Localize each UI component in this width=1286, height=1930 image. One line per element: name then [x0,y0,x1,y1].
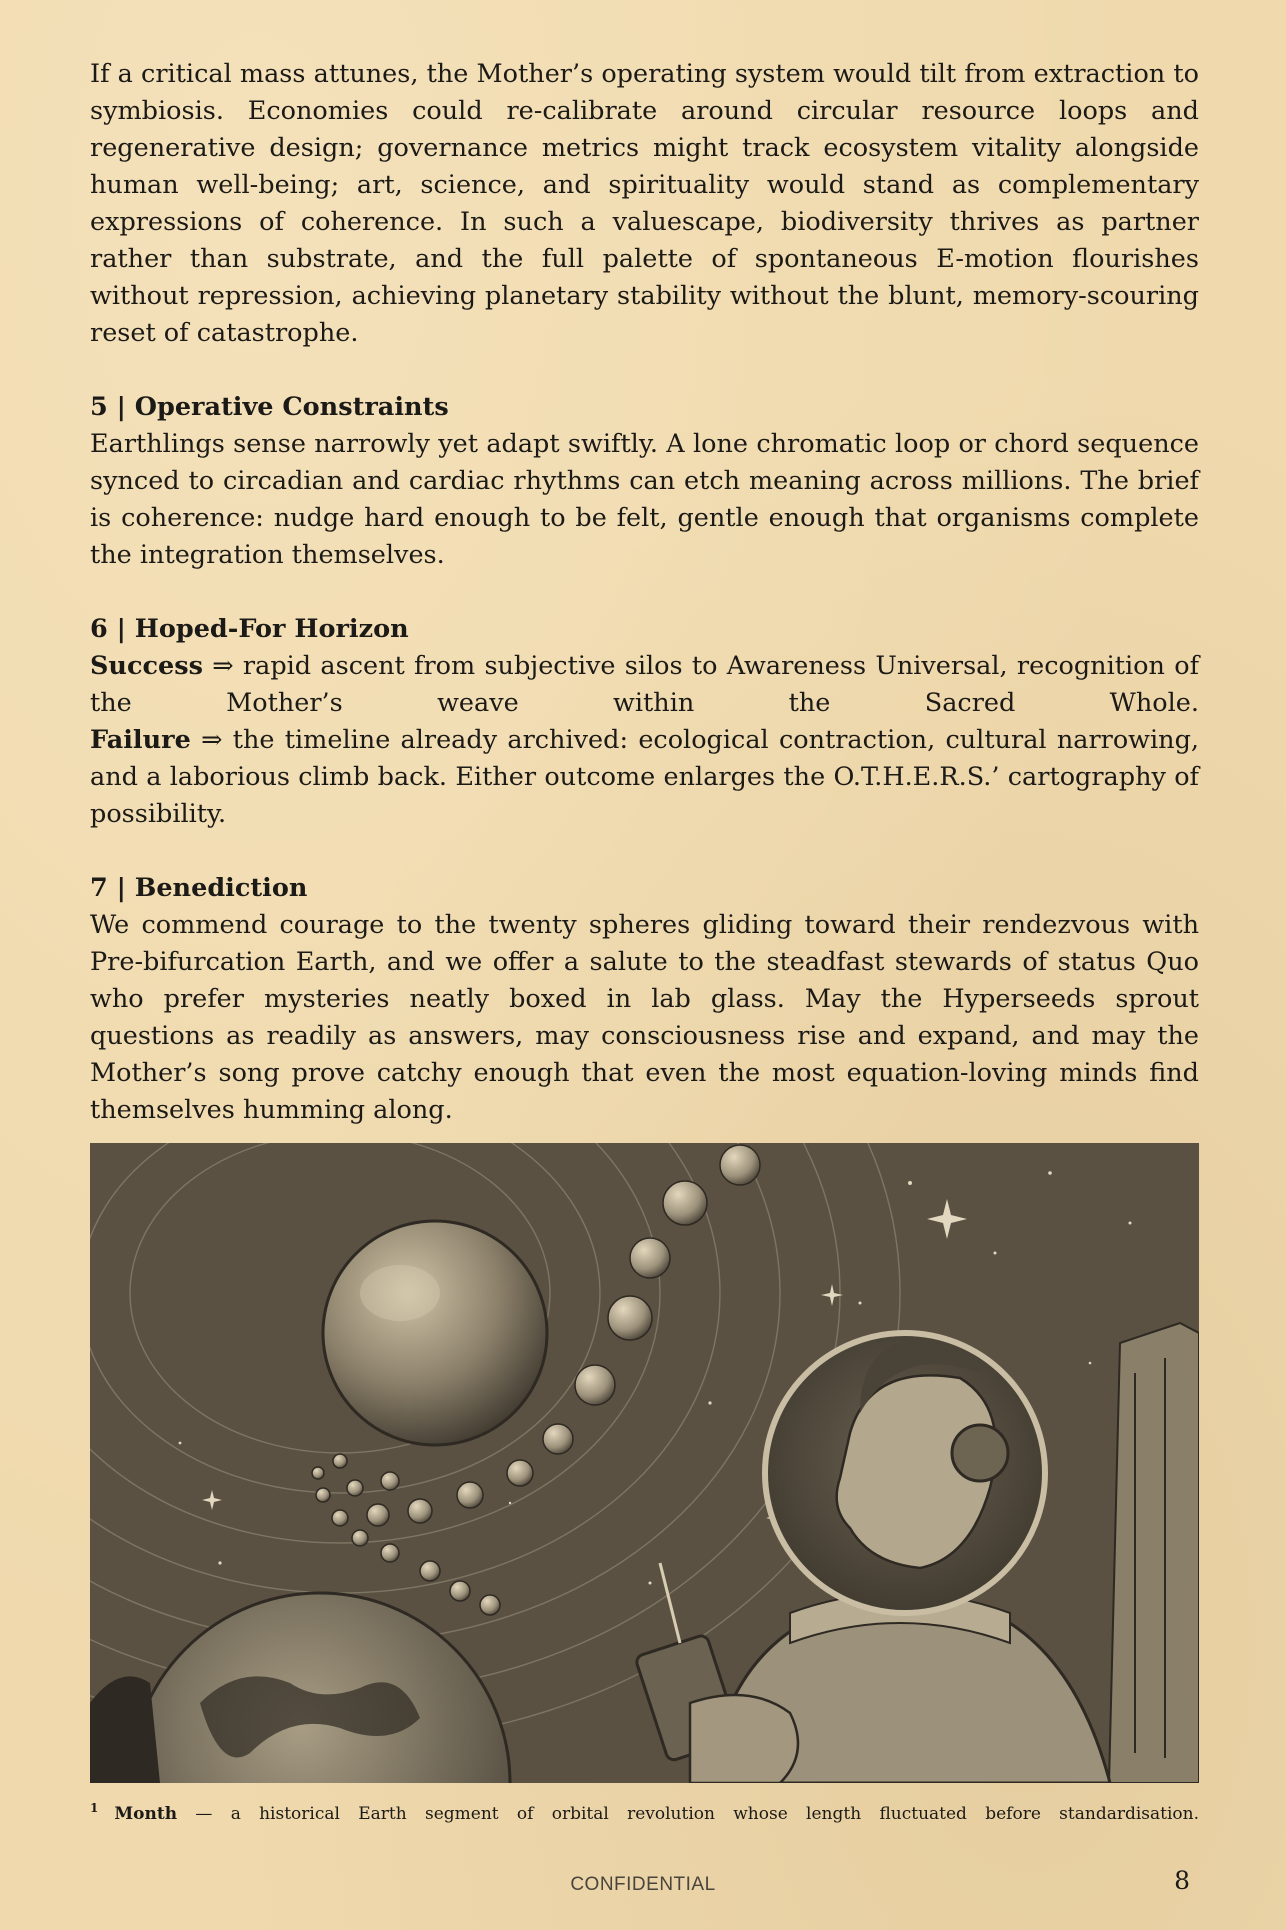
section-6-heading: 6 | Hoped-For Horizon [90,614,409,644]
section-7-heading: 7 | Benediction [90,873,308,903]
footnote [90,1800,1199,1828]
footnote-text: a historical Earth segment of orbital revolution whose length fluctuated before standardisation. [230,1804,1199,1824]
astronaut-illustration [90,1143,1199,1783]
footnote-body [114,1800,1199,1828]
headphone-icon [952,1425,1008,1481]
confidential-label: CONFIDENTIAL [570,1874,716,1895]
large-planet [323,1221,547,1445]
footnote-dash: — [195,1804,213,1824]
success-arrow: ⇒ [212,651,234,681]
planet-highlight [360,1265,440,1321]
page-number: 8 [1174,1866,1190,1895]
section-5-heading: 5 | Operative Constraints [90,392,449,422]
rock-pillar [1109,1323,1199,1783]
footnote-term: Month [114,1804,178,1824]
footnote-marker: 1 [90,1801,99,1815]
foliage [90,1676,160,1783]
astronaut-glove [690,1695,798,1783]
section-6-success [90,648,1199,722]
failure-arrow: ⇒ [201,725,223,755]
intro-paragraph: If a critical mass attunes, the Mother’s operating system would tilt from extraction to symbiosis. Economies could re-calibrate around circular resource loops and regenerative design; governance metrics might track ecosystem vitality alongside human well-being; art, science, and spirituality would stand as complementary expressions of coherence. In such a valuescape, biodiversity thrives as partner rather than substrate, and the full palette of spontaneous E-motion flourishes without repression, achieving planetary stability without the blunt, memory-scouring reset of catastrophe. [90,59,1199,348]
section-7-text: We commend courage to the twenty spheres gliding toward their rendezvous with Pre-bifurcation Earth, and we offer a salute to the steadfast stewards of status Quo who prefer mysteries neatly boxed in lab glass. May the Hyperseeds sprout questions as readily as answers, may consciousness rise and expand, and may the Mother’s song prove catchy enough that even the most equation-loving minds find themselves humming along. [90,910,1199,1125]
section-6-failure [90,722,1199,833]
failure-text: the timeline already archived: ecological contraction, cultural narrowing, and a laborious climb back. Either outcome enlarges the O.T.H.E.R.S.’ cartography of possibility. [90,725,1200,829]
section-5-text: Earthlings sense narrowly yet adapt swiftly. A lone chromatic loop or chord sequence synced to circadian and cardiac rhythms can etch meaning across millions. The brief is coherence: nudge hard enough to be felt, gentle enough that organisms complete the integration themselves. [90,429,1199,570]
illustration-svg [90,1143,1199,1783]
document-body [90,56,1199,1129]
success-text: rapid ascent from subjective silos to Awareness Universal, recognition of the Mother’s weave within the Sacred Whole. [90,651,1200,718]
failure-label: Failure [90,725,191,755]
success-label: Success [90,651,203,681]
